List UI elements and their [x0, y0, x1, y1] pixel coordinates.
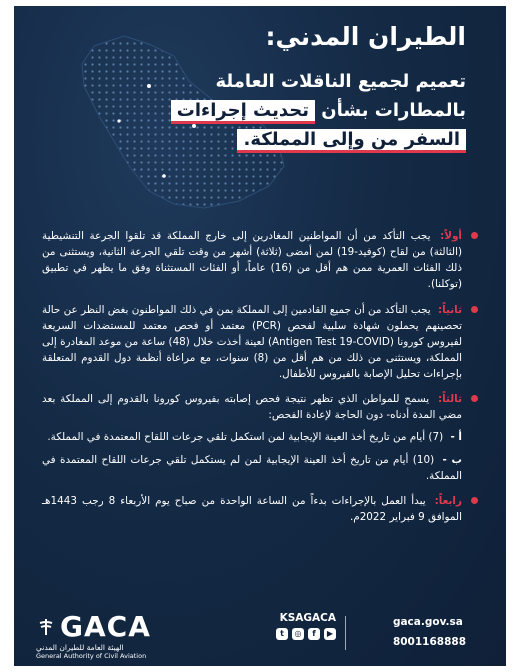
headline [166, 68, 466, 154]
youtube-icon[interactable]: ▶ [324, 628, 336, 640]
bullet-icon [471, 395, 478, 402]
headline-line-3 [166, 126, 466, 155]
twitter-icon[interactable]: t [276, 628, 288, 640]
gaca-logo [36, 610, 151, 660]
sub-item-text: (7) أيام من تاريخ أخذ العينة الإيجابية لمن استكمل تلقي جرعات اللقاح المعتمدة في المملكة. [47, 431, 444, 444]
section-second [42, 302, 478, 383]
section-lead: أولاً: [440, 230, 462, 242]
bullet-icon [471, 497, 478, 504]
section-text: يجب التأكد من أن جميع القادمين إلى المملكة بمن في ذلك المواطنون بغض النظر عن حالة تحصينهم يحملون شهادة سلبية لفحص (PCR) معتمد أو فحص معتمد للمستضدات السريعة لفيروس كورونا (Antigen Test 19-COVID) لعينة أخذت خلال (48) ساعة من موعد المغادرة إلى المملكة، ويستثنى من ذلك من هم أقل من (8) سنوات، مع مراعاة أنظمة دول القدوم المتعلقة بإجراءات تحليل الإصابة بالفيروس للأطفال. [42, 303, 462, 380]
section-lead: رابعاً: [434, 494, 462, 507]
headline-line-2 [166, 97, 466, 126]
sub-item-label: ب - [442, 453, 462, 466]
sub-item-text: (10) أيام من تاريخ أخذ العينة الإيجابية لمن لم يستكمل تلقي جرعات اللقاح المعتمدة في المملكة. [42, 453, 462, 482]
headline-line-1: تعميم لجميع الناقلات العاملة [215, 71, 466, 92]
section-text: يبدأ العمل بالإجراءات بدءاً من الساعة الواحدة من صباح يوم الأربعاء 8 رجب 1443هـ الموافق 9 فبراير 2022م. [42, 494, 462, 523]
phone-row [393, 632, 466, 652]
facebook-icon[interactable]: f [308, 628, 320, 640]
logo-arabic-name: الهيئة العامة للطيران المدني [36, 643, 124, 652]
section-fourth [42, 493, 478, 525]
page-title: الطيران المدني: [265, 22, 466, 51]
section-text: يجب التأكد من أن المواطنين المغادرين إلى خارج المملكة قد تلقوا الجرعة التنشيطية (الثالثة) من لقاح (كوفيد-19) لمن أمضى (ثلاثة) أشهر من وقت تلقي الجرعة الثانية، ويستثنى من ذلك الفئات العمرية ممن هم أقل من (16) عاماً، أو الفئات المستثناة وفق ما يظهر في تطبيق (توكلنا). [42, 230, 463, 291]
social-block [276, 612, 336, 640]
circular-sections [42, 228, 478, 534]
website-link[interactable]: gaca.gov.sa [392, 616, 463, 628]
logo-english-name: General Authority of Civil Aviation [36, 652, 147, 660]
section-third [42, 391, 478, 484]
bullet-icon [471, 232, 478, 239]
instagram-icon[interactable]: ◎ [292, 628, 304, 640]
website-row [393, 612, 466, 632]
palm-emblem-icon [36, 617, 56, 637]
phone-number: 8001168888 [392, 636, 466, 648]
footer-divider [345, 616, 346, 650]
headline-line-2-plain: بالمطارات بشأن [321, 99, 466, 121]
section-text: يسمح للمواطن الذي تظهر نتيجة فحص إصابته بفيروس كورونا بالقدوم إلى المملكة بعد مضي المدة أدناه- دون الحاجة لإعادة الفحص: [42, 393, 462, 422]
footer [14, 602, 506, 666]
headline-line-3-highlight: السفر من وإلى المملكة. [237, 129, 466, 150]
social-icons [276, 628, 336, 640]
headline-line-2-highlight: تحديث إجراءات [171, 100, 315, 121]
circular-poster [14, 6, 506, 666]
social-handle: KSAGACA [279, 612, 336, 624]
section-lead: ثالثاً: [437, 393, 462, 406]
logo-wordmark: GACA [60, 610, 151, 643]
sub-item-b [42, 452, 462, 484]
section-first [42, 228, 478, 293]
sub-item-label: أ - [450, 431, 462, 444]
sub-item-a [42, 429, 462, 445]
contact-info [393, 612, 466, 652]
bullet-icon [471, 306, 478, 313]
section-lead: ثانياً: [437, 303, 462, 316]
